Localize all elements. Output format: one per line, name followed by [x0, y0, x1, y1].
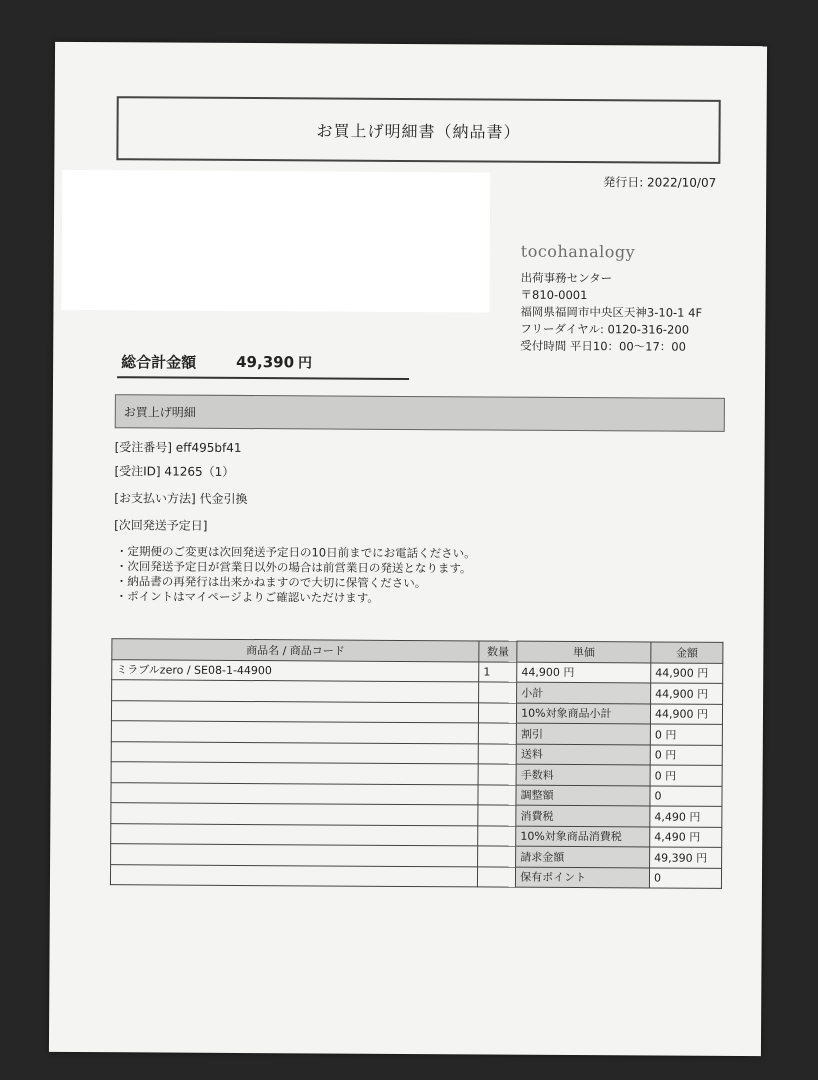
grand-total: [117, 346, 409, 380]
empty-cell: [111, 741, 478, 764]
summary-value: 0: [649, 867, 721, 888]
header-unit-price: 単価: [517, 641, 651, 662]
summary-label: 手数料: [516, 764, 650, 785]
summary-label: 割引: [516, 723, 650, 744]
empty-cell: [111, 700, 478, 723]
notes: [116, 544, 476, 606]
company-line: 福岡県福岡市中央区天神3-10-1 4F: [520, 304, 703, 320]
empty-cell: [111, 844, 478, 867]
summary-value: 44,900 円: [650, 703, 722, 724]
company-line: 出荷事務センター: [520, 270, 613, 286]
grand-total-unit: 円: [297, 355, 313, 372]
company-line: 受付時間 平日10：00～17：00: [520, 338, 686, 354]
empty-cell: [111, 823, 478, 846]
note-item: ・ ポイントはマイページよりご確認いただけます。: [116, 589, 476, 606]
company-line: フリーダイヤル: 0120-316-200: [520, 321, 690, 337]
empty-cell: [478, 723, 516, 744]
summary-value: 0 円: [650, 744, 722, 765]
empty-cell: [111, 782, 478, 805]
amount: 44,900 円: [651, 662, 723, 683]
order-id: [114, 462, 234, 480]
unit-price: 44,900 円: [517, 662, 651, 683]
summary-value: 44,900 円: [651, 683, 723, 704]
next-shipping-date: [114, 516, 207, 534]
document-title: お買上げ明細書（納品書）: [316, 120, 521, 142]
empty-cell: [478, 784, 516, 805]
summary-label: 小計: [517, 682, 651, 703]
summary-value: 0 円: [650, 765, 722, 786]
payment-method: [114, 489, 247, 507]
empty-cell: [111, 762, 478, 785]
quantity: 1: [479, 661, 517, 682]
summary-label: 請求金額: [516, 846, 650, 867]
empty-cell: [478, 743, 516, 764]
invoice-paper: [49, 42, 767, 1056]
empty-cell: [478, 866, 516, 887]
section-title: お買上げ明細: [123, 404, 196, 420]
header-amount: 金額: [651, 642, 723, 663]
company-line: 〒810-0001: [520, 287, 588, 303]
empty-cell: [112, 680, 479, 703]
info-value: 41265（1）: [164, 464, 235, 479]
summary-label: 保有ポイント: [516, 867, 650, 888]
summary-value: 49,390 円: [650, 847, 722, 868]
summary-label: 消費税: [516, 805, 650, 826]
empty-cell: [111, 721, 478, 744]
info-label: [次回発送予定日]: [114, 518, 208, 533]
redacted-address-block: [61, 170, 490, 313]
product-name: ミラブルzero / SE08-1-44900: [112, 659, 479, 682]
summary-label: 10%対象商品消費税: [516, 826, 650, 847]
items-table: [110, 638, 723, 889]
summary-label: 調整額: [516, 785, 650, 806]
header-quantity: 数量: [479, 641, 517, 662]
info-label: [受注ID]: [114, 464, 161, 479]
empty-cell: [478, 805, 516, 826]
note-item: ・ 納品書の再発行は出来かねますので大切に保管ください。: [116, 574, 476, 591]
empty-cell: [479, 682, 517, 703]
summary-value: 4,490 円: [650, 806, 722, 827]
empty-cell: [478, 764, 516, 785]
info-value: 代金引換: [199, 491, 248, 507]
table-row: [110, 864, 721, 888]
info-label: [受注番号]: [114, 440, 173, 455]
note-item: ・ 次回発送予定日が営業日以外の場合は前営業日の発送となります。: [116, 559, 476, 576]
section-header: [115, 394, 725, 432]
document-title-box: [116, 96, 720, 164]
note-item: ・ 定期便のご変更は次回発送予定日の10日前までにお電話ください。: [116, 544, 476, 561]
grand-total-value: 49,390: [236, 352, 295, 372]
summary-value: 0: [650, 785, 722, 806]
order-number: [115, 438, 242, 456]
company-block: [520, 243, 702, 356]
company-logo: tocohanalogy: [520, 241, 636, 262]
summary-label: 送料: [516, 744, 650, 765]
header-product: 商品名 / 商品コード: [112, 639, 479, 662]
empty-cell: [478, 825, 516, 846]
empty-cell: [110, 864, 477, 887]
empty-cell: [478, 846, 516, 867]
empty-cell: [479, 702, 517, 723]
summary-label: 10%対象商品小計: [517, 703, 651, 724]
empty-cell: [111, 803, 478, 826]
summary-value: 0 円: [650, 724, 722, 745]
info-value: eff495bf41: [175, 440, 242, 455]
grand-total-label: 総合計金額: [121, 352, 197, 372]
summary-value: 4,490 円: [650, 826, 722, 847]
info-label: [お支払い方法]: [114, 491, 196, 506]
issue-date: 発行日: 2022/10/07: [603, 175, 717, 190]
